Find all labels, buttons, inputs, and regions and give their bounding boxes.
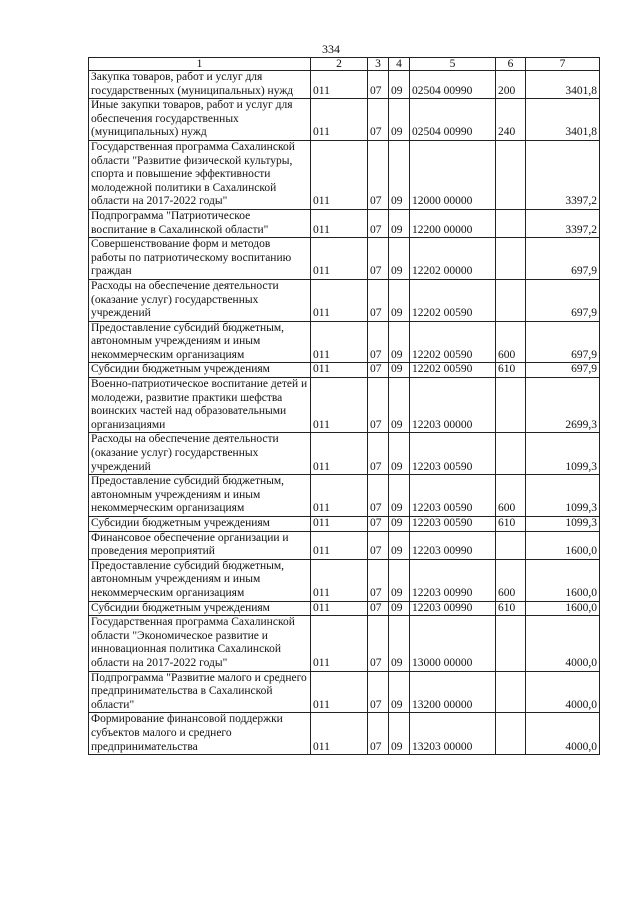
section-cell: 07 <box>368 378 389 433</box>
subsection-cell: 09 <box>389 321 410 363</box>
subsection-cell: 09 <box>389 378 410 433</box>
expense-type-cell <box>496 209 526 237</box>
expense-type-cell <box>496 433 526 475</box>
admin-code-cell: 011 <box>311 671 368 713</box>
amount-cell: 697,9 <box>526 279 600 321</box>
subsection-cell: 09 <box>389 475 410 517</box>
subsection-cell: 09 <box>389 616 410 671</box>
table-row <box>89 238 600 280</box>
amount-cell: 4000,0 <box>526 713 600 755</box>
item-name-cell: Предоставление субсидий бюджетным, автономным учреждениям и иным некоммерческим организациям <box>89 475 311 517</box>
table-row <box>89 531 600 559</box>
admin-code-cell: 011 <box>311 238 368 280</box>
header-row <box>89 58 600 71</box>
admin-code-cell: 011 <box>311 140 368 209</box>
subsection-cell: 09 <box>389 517 410 532</box>
amount-cell: 697,9 <box>526 321 600 363</box>
target-article-cell: 13203 00000 <box>410 713 496 755</box>
section-cell: 07 <box>368 559 389 601</box>
subsection-cell: 09 <box>389 713 410 755</box>
table-body <box>89 71 600 755</box>
section-cell: 07 <box>368 616 389 671</box>
table-row <box>89 140 600 209</box>
budget-table <box>88 57 600 755</box>
header-cell-1: 1 <box>89 58 311 71</box>
section-cell: 07 <box>368 140 389 209</box>
amount-cell: 4000,0 <box>526 616 600 671</box>
table-row <box>89 601 600 616</box>
section-cell: 07 <box>368 475 389 517</box>
section-cell: 07 <box>368 209 389 237</box>
table-row <box>89 321 600 363</box>
expense-type-cell: 610 <box>496 363 526 378</box>
section-cell: 07 <box>368 238 389 280</box>
subsection-cell: 09 <box>389 140 410 209</box>
subsection-cell: 09 <box>389 363 410 378</box>
subsection-cell: 09 <box>389 238 410 280</box>
item-name-cell: Подпрограмма "Развитие малого и среднего предпринимательства в Сахалинской области" <box>89 671 311 713</box>
amount-cell: 697,9 <box>526 238 600 280</box>
header-cell-7: 7 <box>526 58 600 71</box>
expense-type-cell: 610 <box>496 601 526 616</box>
subsection-cell: 09 <box>389 71 410 99</box>
amount-cell: 2699,3 <box>526 378 600 433</box>
header-cell-6: 6 <box>496 58 526 71</box>
table-row <box>89 559 600 601</box>
target-article-cell: 12203 00990 <box>410 601 496 616</box>
section-cell: 07 <box>368 517 389 532</box>
page-number: 334 <box>322 42 340 56</box>
target-article-cell: 12203 00590 <box>410 517 496 532</box>
section-cell: 07 <box>368 531 389 559</box>
subsection-cell: 09 <box>389 209 410 237</box>
item-name-cell: Предоставление субсидий бюджетным, автономным учреждениям и иным некоммерческим организациям <box>89 321 311 363</box>
table-row <box>89 363 600 378</box>
expense-type-cell: 600 <box>496 475 526 517</box>
target-article-cell: 12203 00590 <box>410 475 496 517</box>
expense-type-cell <box>496 378 526 433</box>
table-row <box>89 433 600 475</box>
item-name-cell: Финансовое обеспечение организации и проведения мероприятий <box>89 531 311 559</box>
amount-cell: 3397,2 <box>526 209 600 237</box>
expense-type-cell <box>496 616 526 671</box>
expense-type-cell <box>496 531 526 559</box>
item-name-cell: Военно-патриотическое воспитание детей и молодежи, развитие практики шефства воинских частей над образовательными организациями <box>89 378 311 433</box>
header-cell-2: 2 <box>311 58 368 71</box>
admin-code-cell: 011 <box>311 321 368 363</box>
amount-cell: 1099,3 <box>526 433 600 475</box>
admin-code-cell: 011 <box>311 363 368 378</box>
amount-cell: 3401,8 <box>526 71 600 99</box>
subsection-cell: 09 <box>389 559 410 601</box>
admin-code-cell: 011 <box>311 378 368 433</box>
expense-type-cell <box>496 279 526 321</box>
item-name-cell: Расходы на обеспечение деятельности (оказание услуг) государственных учреждений <box>89 433 311 475</box>
admin-code-cell: 011 <box>311 616 368 671</box>
admin-code-cell: 011 <box>311 279 368 321</box>
admin-code-cell: 011 <box>311 559 368 601</box>
header-cell-3: 3 <box>368 58 389 71</box>
expense-type-cell: 600 <box>496 559 526 601</box>
admin-code-cell: 011 <box>311 433 368 475</box>
table-row <box>89 71 600 99</box>
subsection-cell: 09 <box>389 601 410 616</box>
admin-code-cell: 011 <box>311 99 368 141</box>
table-row <box>89 99 600 141</box>
admin-code-cell: 011 <box>311 475 368 517</box>
table-row <box>89 209 600 237</box>
subsection-cell: 09 <box>389 433 410 475</box>
expense-type-cell <box>496 671 526 713</box>
subsection-cell: 09 <box>389 279 410 321</box>
amount-cell: 3401,8 <box>526 99 600 141</box>
section-cell: 07 <box>368 433 389 475</box>
target-article-cell: 02504 00990 <box>410 99 496 141</box>
target-article-cell: 13000 00000 <box>410 616 496 671</box>
admin-code-cell: 011 <box>311 71 368 99</box>
subsection-cell: 09 <box>389 671 410 713</box>
table-row <box>89 475 600 517</box>
section-cell: 07 <box>368 279 389 321</box>
target-article-cell: 13200 00000 <box>410 671 496 713</box>
section-cell: 07 <box>368 363 389 378</box>
section-cell: 07 <box>368 99 389 141</box>
item-name-cell: Субсидии бюджетным учреждениям <box>89 601 311 616</box>
item-name-cell: Государственная программа Сахалинской области "Развитие физической культуры, спорта и повышение эффективности молодежной политики в Сахалинской области на 2017-2022 годы" <box>89 140 311 209</box>
subsection-cell: 09 <box>389 99 410 141</box>
target-article-cell: 12200 00000 <box>410 209 496 237</box>
header-cell-5: 5 <box>410 58 496 71</box>
expense-type-cell: 200 <box>496 71 526 99</box>
amount-cell: 3397,2 <box>526 140 600 209</box>
expense-type-cell: 610 <box>496 517 526 532</box>
table-row <box>89 517 600 532</box>
target-article-cell: 12203 00990 <box>410 531 496 559</box>
expense-type-cell: 240 <box>496 99 526 141</box>
amount-cell: 1099,3 <box>526 475 600 517</box>
expense-type-cell <box>496 713 526 755</box>
section-cell: 07 <box>368 71 389 99</box>
target-article-cell: 12202 00590 <box>410 363 496 378</box>
section-cell: 07 <box>368 601 389 616</box>
target-article-cell: 12202 00590 <box>410 321 496 363</box>
target-article-cell: 12000 00000 <box>410 140 496 209</box>
item-name-cell: Расходы на обеспечение деятельности (оказание услуг) государственных учреждений <box>89 279 311 321</box>
admin-code-cell: 011 <box>311 209 368 237</box>
table-row <box>89 616 600 671</box>
item-name-cell: Закупка товаров, работ и услуг для государственных (муниципальных) нужд <box>89 71 311 99</box>
item-name-cell: Иные закупки товаров, работ и услуг для обеспечения государственных (муниципальных) нужд <box>89 99 311 141</box>
table-row <box>89 279 600 321</box>
item-name-cell: Совершенствование форм и методов работы по патриотическому воспитанию граждан <box>89 238 311 280</box>
item-name-cell: Формирование финансовой поддержки субъектов малого и среднего предпринимательства <box>89 713 311 755</box>
table-row <box>89 713 600 755</box>
amount-cell: 1600,0 <box>526 601 600 616</box>
admin-code-cell: 011 <box>311 713 368 755</box>
target-article-cell: 02504 00990 <box>410 71 496 99</box>
target-article-cell: 12203 00990 <box>410 559 496 601</box>
item-name-cell: Подпрограмма "Патриотическое воспитание в Сахалинской области" <box>89 209 311 237</box>
target-article-cell: 12203 00000 <box>410 378 496 433</box>
section-cell: 07 <box>368 713 389 755</box>
admin-code-cell: 011 <box>311 531 368 559</box>
table-row <box>89 671 600 713</box>
amount-cell: 1600,0 <box>526 559 600 601</box>
amount-cell: 1600,0 <box>526 531 600 559</box>
amount-cell: 1099,3 <box>526 517 600 532</box>
target-article-cell: 12202 00590 <box>410 279 496 321</box>
expense-type-cell <box>496 238 526 280</box>
header-cell-4: 4 <box>389 58 410 71</box>
section-cell: 07 <box>368 671 389 713</box>
subsection-cell: 09 <box>389 531 410 559</box>
item-name-cell: Субсидии бюджетным учреждениям <box>89 517 311 532</box>
expense-type-cell <box>496 140 526 209</box>
item-name-cell: Субсидии бюджетным учреждениям <box>89 363 311 378</box>
amount-cell: 697,9 <box>526 363 600 378</box>
expense-type-cell: 600 <box>496 321 526 363</box>
target-article-cell: 12202 00000 <box>410 238 496 280</box>
table-row <box>89 378 600 433</box>
item-name-cell: Предоставление субсидий бюджетным, автономным учреждениям и иным некоммерческим организациям <box>89 559 311 601</box>
admin-code-cell: 011 <box>311 601 368 616</box>
admin-code-cell: 011 <box>311 517 368 532</box>
item-name-cell: Государственная программа Сахалинской области "Экономическое развитие и инновационная политика Сахалинской области на 2017-2022 годы" <box>89 616 311 671</box>
target-article-cell: 12203 00590 <box>410 433 496 475</box>
section-cell: 07 <box>368 321 389 363</box>
amount-cell: 4000,0 <box>526 671 600 713</box>
